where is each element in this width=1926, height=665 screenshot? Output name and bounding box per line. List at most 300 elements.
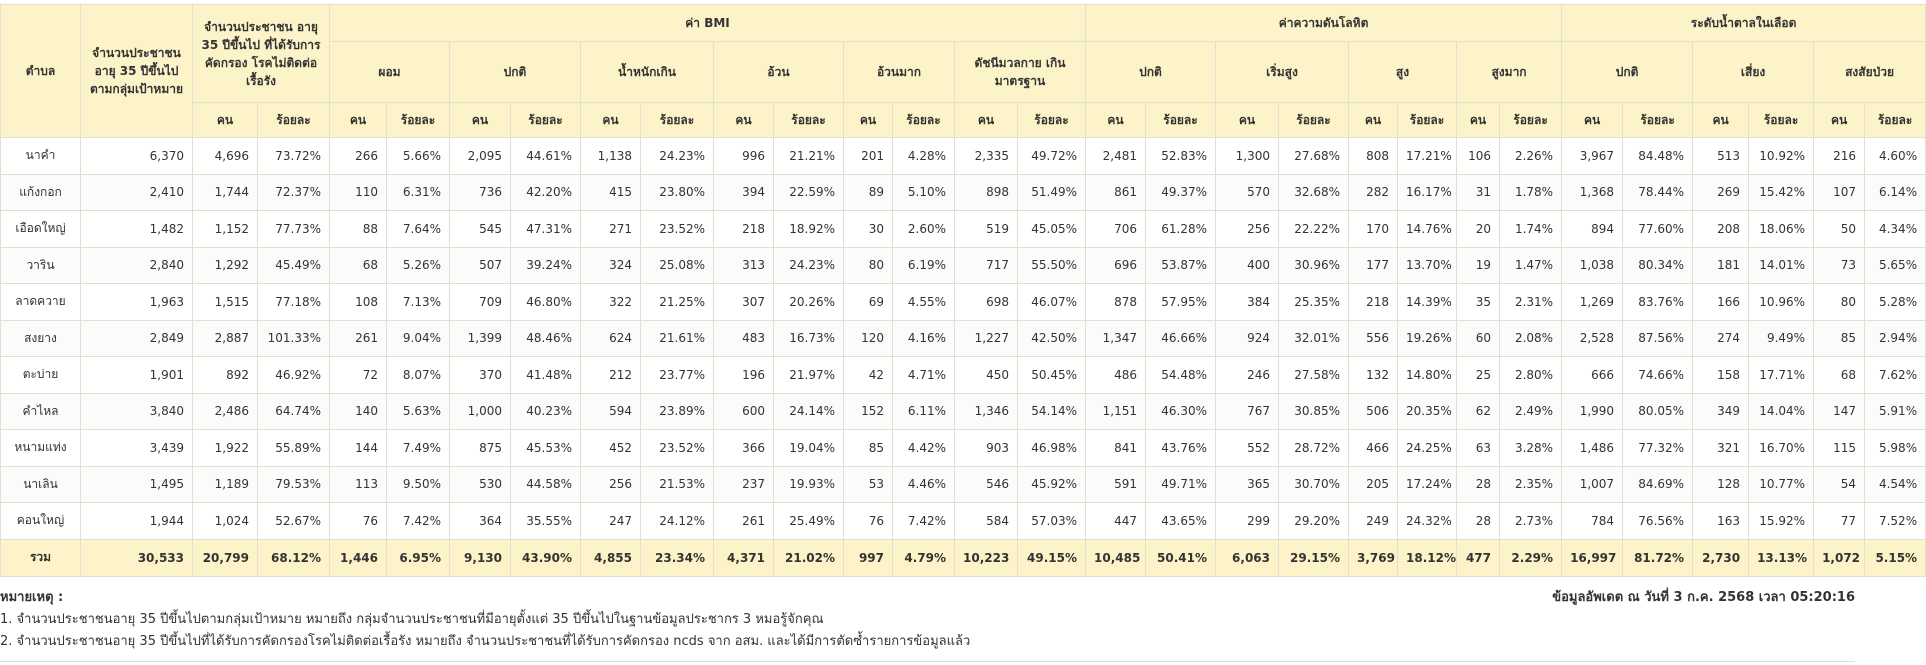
percent-cell: 2.94%	[1865, 320, 1926, 357]
target-population-cell: 1,495	[81, 466, 193, 503]
percent-cell: 50.45%	[1018, 357, 1086, 394]
count-cell: 2,528	[1562, 320, 1623, 357]
target-population-cell: 2,410	[81, 174, 193, 211]
percent-cell: 4.34%	[1865, 211, 1926, 248]
header-bmi-above-standard: ดัชนีมวลกาย เกินมาตรฐาน	[955, 42, 1086, 103]
count-cell: 201	[844, 138, 893, 175]
header-unit-person: คน	[955, 103, 1018, 138]
percent-cell: 54.48%	[1146, 357, 1216, 394]
percent-cell: 4.16%	[893, 320, 955, 357]
last-updated-timestamp: ข้อมูลอัพเดต ณ วันที่ 3 ก.ค. 2568 เวลา 05:20:16	[1552, 590, 1855, 605]
count-cell: 1,024	[193, 503, 258, 540]
count-cell: 28	[1457, 503, 1500, 540]
count-cell: 237	[714, 466, 774, 503]
table-row	[1, 393, 1926, 430]
count-cell: 128	[1693, 466, 1749, 503]
count-cell: 62	[1457, 393, 1500, 430]
tambon-name: คอนใหญ่	[1, 503, 81, 540]
tambon-name: รวม	[1, 539, 81, 576]
percent-cell: 4.28%	[893, 138, 955, 175]
percent-cell: 2.08%	[1500, 320, 1562, 357]
count-cell: 584	[955, 503, 1018, 540]
count-cell: 1,007	[1562, 466, 1623, 503]
count-cell: 80	[1814, 284, 1865, 321]
header-unit-percent: ร้อยละ	[1018, 103, 1086, 138]
count-cell: 4,855	[581, 539, 641, 576]
header-unit-person: คน	[714, 103, 774, 138]
count-cell: 63	[1457, 430, 1500, 467]
percent-cell: 46.07%	[1018, 284, 1086, 321]
percent-cell: 5.63%	[387, 393, 450, 430]
table-row	[1, 284, 1926, 321]
count-cell: 861	[1086, 174, 1146, 211]
tambon-name: นาเลิน	[1, 466, 81, 503]
count-cell: 76	[844, 503, 893, 540]
count-cell: 364	[450, 503, 511, 540]
percent-cell: 48.46%	[511, 320, 581, 357]
ncd-screening-table	[0, 4, 1926, 577]
count-cell: 6,063	[1216, 539, 1279, 576]
count-cell: 163	[1693, 503, 1749, 540]
total-row	[1, 539, 1926, 576]
header-unit-person: คน	[1349, 103, 1398, 138]
header-bmi-obese: อ้วน	[714, 42, 844, 103]
percent-cell: 23.52%	[641, 211, 714, 248]
percent-cell: 6.19%	[893, 247, 955, 284]
header-unit-person: คน	[581, 103, 641, 138]
count-cell: 1,269	[1562, 284, 1623, 321]
count-cell: 450	[955, 357, 1018, 394]
count-cell: 16,997	[1562, 539, 1623, 576]
count-cell: 666	[1562, 357, 1623, 394]
table-row	[1, 211, 1926, 248]
count-cell: 1,072	[1814, 539, 1865, 576]
percent-cell: 20.26%	[774, 284, 844, 321]
count-cell: 261	[330, 320, 387, 357]
percent-cell: 20.35%	[1398, 393, 1457, 430]
count-cell: 736	[450, 174, 511, 211]
count-cell: 77	[1814, 503, 1865, 540]
count-cell: 415	[581, 174, 641, 211]
percent-cell: 15.42%	[1749, 174, 1814, 211]
percent-cell: 44.61%	[511, 138, 581, 175]
count-cell: 9,130	[450, 539, 511, 576]
percent-cell: 77.73%	[258, 211, 330, 248]
percent-cell: 46.66%	[1146, 320, 1216, 357]
percent-cell: 49.15%	[1018, 539, 1086, 576]
tambon-name: คำไหล	[1, 393, 81, 430]
count-cell: 2,335	[955, 138, 1018, 175]
count-cell: 1,292	[193, 247, 258, 284]
percent-cell: 46.80%	[511, 284, 581, 321]
percent-cell: 5.98%	[1865, 430, 1926, 467]
percent-cell: 52.83%	[1146, 138, 1216, 175]
count-cell: 282	[1349, 174, 1398, 211]
count-cell: 709	[450, 284, 511, 321]
bottom-divider	[0, 661, 1855, 662]
percent-cell: 49.72%	[1018, 138, 1086, 175]
percent-cell: 30.96%	[1279, 247, 1349, 284]
count-cell: 365	[1216, 466, 1279, 503]
percent-cell: 9.49%	[1749, 320, 1814, 357]
percent-cell: 77.32%	[1623, 430, 1693, 467]
percent-cell: 25.08%	[641, 247, 714, 284]
table-row	[1, 174, 1926, 211]
percent-cell: 79.53%	[258, 466, 330, 503]
percent-cell: 42.50%	[1018, 320, 1086, 357]
count-cell: 519	[955, 211, 1018, 248]
percent-cell: 29.15%	[1279, 539, 1349, 576]
percent-cell: 19.93%	[774, 466, 844, 503]
header-target-population: จำนวนประชาชน อายุ 35 ปีขึ้นไป ตามกลุ่มเป้าหมาย	[81, 5, 193, 138]
percent-cell: 30.85%	[1279, 393, 1349, 430]
table-header	[1, 5, 1926, 138]
target-population-cell: 1,963	[81, 284, 193, 321]
count-cell: 894	[1562, 211, 1623, 248]
count-cell: 2,481	[1086, 138, 1146, 175]
count-cell: 784	[1562, 503, 1623, 540]
count-cell: 140	[330, 393, 387, 430]
percent-cell: 27.58%	[1279, 357, 1349, 394]
count-cell: 706	[1086, 211, 1146, 248]
header-bp-starting-high: เริ่มสูง	[1216, 42, 1349, 103]
percent-cell: 45.49%	[258, 247, 330, 284]
percent-cell: 17.24%	[1398, 466, 1457, 503]
header-unit-person: คน	[450, 103, 511, 138]
percent-cell: 2.29%	[1500, 539, 1562, 576]
table-row	[1, 247, 1926, 284]
percent-cell: 7.52%	[1865, 503, 1926, 540]
count-cell: 530	[450, 466, 511, 503]
count-cell: 68	[330, 247, 387, 284]
count-cell: 218	[1349, 284, 1398, 321]
percent-cell: 64.74%	[258, 393, 330, 430]
percent-cell: 24.25%	[1398, 430, 1457, 467]
header-tambon: ตำบล	[1, 5, 81, 138]
percent-cell: 23.34%	[641, 539, 714, 576]
target-population-cell: 1,901	[81, 357, 193, 394]
count-cell: 4,696	[193, 138, 258, 175]
percent-cell: 30.70%	[1279, 466, 1349, 503]
count-cell: 120	[844, 320, 893, 357]
count-cell: 1,346	[955, 393, 1018, 430]
percent-cell: 74.66%	[1623, 357, 1693, 394]
tambon-name: นาคำ	[1, 138, 81, 175]
count-cell: 1,000	[450, 393, 511, 430]
count-cell: 322	[581, 284, 641, 321]
percent-cell: 32.68%	[1279, 174, 1349, 211]
percent-cell: 24.32%	[1398, 503, 1457, 540]
percent-cell: 21.53%	[641, 466, 714, 503]
percent-cell: 2.31%	[1500, 284, 1562, 321]
header-unit-person: คน	[1814, 103, 1865, 138]
header-unit-percent: ร้อยละ	[1623, 103, 1693, 138]
percent-cell: 54.14%	[1018, 393, 1086, 430]
header-unit-person: คน	[193, 103, 258, 138]
percent-cell: 43.65%	[1146, 503, 1216, 540]
percent-cell: 23.80%	[641, 174, 714, 211]
percent-cell: 14.76%	[1398, 211, 1457, 248]
percent-cell: 24.23%	[774, 247, 844, 284]
count-cell: 486	[1086, 357, 1146, 394]
percent-cell: 77.60%	[1623, 211, 1693, 248]
percent-cell: 15.92%	[1749, 503, 1814, 540]
report-container	[0, 4, 1918, 577]
table-row	[1, 357, 1926, 394]
percent-cell: 53.87%	[1146, 247, 1216, 284]
count-cell: 115	[1814, 430, 1865, 467]
percent-cell: 19.04%	[774, 430, 844, 467]
percent-cell: 8.07%	[387, 357, 450, 394]
count-cell: 696	[1086, 247, 1146, 284]
percent-cell: 2.35%	[1500, 466, 1562, 503]
tambon-name: เอือดใหญ่	[1, 211, 81, 248]
percent-cell: 1.74%	[1500, 211, 1562, 248]
percent-cell: 27.68%	[1279, 138, 1349, 175]
percent-cell: 21.25%	[641, 284, 714, 321]
count-cell: 76	[330, 503, 387, 540]
percent-cell: 4.42%	[893, 430, 955, 467]
count-cell: 1,151	[1086, 393, 1146, 430]
count-cell: 324	[581, 247, 641, 284]
target-population-cell: 1,482	[81, 211, 193, 248]
percent-cell: 23.52%	[641, 430, 714, 467]
count-cell: 875	[450, 430, 511, 467]
count-cell: 1,300	[1216, 138, 1279, 175]
percent-cell: 17.21%	[1398, 138, 1457, 175]
percent-cell: 14.80%	[1398, 357, 1457, 394]
count-cell: 1,990	[1562, 393, 1623, 430]
count-cell: 903	[955, 430, 1018, 467]
header-bp-very-high: สูงมาก	[1457, 42, 1562, 103]
header-bmi-overweight: น้ำหนักเกิน	[581, 42, 714, 103]
count-cell: 3,967	[1562, 138, 1623, 175]
target-population-cell: 2,840	[81, 247, 193, 284]
percent-cell: 5.26%	[387, 247, 450, 284]
count-cell: 256	[1216, 211, 1279, 248]
percent-cell: 4.60%	[1865, 138, 1926, 175]
percent-cell: 44.58%	[511, 466, 581, 503]
count-cell: 10,485	[1086, 539, 1146, 576]
count-cell: 72	[330, 357, 387, 394]
count-cell: 256	[581, 466, 641, 503]
header-sugar-risk: เสี่ยง	[1693, 42, 1814, 103]
percent-cell: 80.34%	[1623, 247, 1693, 284]
percent-cell: 84.69%	[1623, 466, 1693, 503]
table-row	[1, 503, 1926, 540]
count-cell: 546	[955, 466, 1018, 503]
count-cell: 113	[330, 466, 387, 503]
percent-cell: 5.65%	[1865, 247, 1926, 284]
tambon-name: วาริน	[1, 247, 81, 284]
percent-cell: 87.56%	[1623, 320, 1693, 357]
percent-cell: 43.90%	[511, 539, 581, 576]
percent-cell: 46.98%	[1018, 430, 1086, 467]
percent-cell: 24.23%	[641, 138, 714, 175]
percent-cell: 2.80%	[1500, 357, 1562, 394]
count-cell: 106	[1457, 138, 1500, 175]
percent-cell: 80.05%	[1623, 393, 1693, 430]
percent-cell: 57.03%	[1018, 503, 1086, 540]
count-cell: 85	[1814, 320, 1865, 357]
header-group-bmi: ค่า BMI	[330, 5, 1086, 42]
percent-cell: 35.55%	[511, 503, 581, 540]
percent-cell: 41.48%	[511, 357, 581, 394]
count-cell: 1,038	[1562, 247, 1623, 284]
percent-cell: 4.55%	[893, 284, 955, 321]
percent-cell: 55.89%	[258, 430, 330, 467]
count-cell: 208	[1693, 211, 1749, 248]
header-unit-percent: ร้อยละ	[641, 103, 714, 138]
percent-cell: 4.71%	[893, 357, 955, 394]
count-cell: 1,399	[450, 320, 511, 357]
count-cell: 85	[844, 430, 893, 467]
tambon-name: แก้งกอก	[1, 174, 81, 211]
percent-cell: 49.37%	[1146, 174, 1216, 211]
count-cell: 152	[844, 393, 893, 430]
percent-cell: 52.67%	[258, 503, 330, 540]
count-cell: 1,744	[193, 174, 258, 211]
header-unit-person: คน	[1693, 103, 1749, 138]
header-bmi-normal: ปกติ	[450, 42, 581, 103]
count-cell: 54	[1814, 466, 1865, 503]
count-cell: 20,799	[193, 539, 258, 576]
percent-cell: 76.56%	[1623, 503, 1693, 540]
percent-cell: 7.64%	[387, 211, 450, 248]
percent-cell: 22.59%	[774, 174, 844, 211]
percent-cell: 7.42%	[387, 503, 450, 540]
percent-cell: 5.91%	[1865, 393, 1926, 430]
count-cell: 261	[714, 503, 774, 540]
note-line-1: 1. จำนวนประชาชนอายุ 35 ปีขึ้นไปตามกลุ่มเป้าหมาย หมายถึง กลุ่มจำนวนประชาชนที่มีอายุตั้งแต่ 35 ปีขึ้นไปในฐานข้อมูลประชากร 3 หมอรู้จักคุณ	[0, 612, 824, 627]
percent-cell: 5.66%	[387, 138, 450, 175]
percent-cell: 10.96%	[1749, 284, 1814, 321]
count-cell: 477	[1457, 539, 1500, 576]
percent-cell: 45.53%	[511, 430, 581, 467]
count-cell: 400	[1216, 247, 1279, 284]
percent-cell: 5.10%	[893, 174, 955, 211]
percent-cell: 2.60%	[893, 211, 955, 248]
count-cell: 2,730	[1693, 539, 1749, 576]
count-cell: 1,189	[193, 466, 258, 503]
count-cell: 1,446	[330, 539, 387, 576]
count-cell: 144	[330, 430, 387, 467]
percent-cell: 49.71%	[1146, 466, 1216, 503]
header-unit-percent: ร้อยละ	[1500, 103, 1562, 138]
count-cell: 89	[844, 174, 893, 211]
count-cell: 246	[1216, 357, 1279, 394]
count-cell: 50	[1814, 211, 1865, 248]
tambon-name: สงยาง	[1, 320, 81, 357]
count-cell: 483	[714, 320, 774, 357]
percent-cell: 29.20%	[1279, 503, 1349, 540]
count-cell: 898	[955, 174, 1018, 211]
table-row	[1, 138, 1926, 175]
count-cell: 570	[1216, 174, 1279, 211]
percent-cell: 18.12%	[1398, 539, 1457, 576]
header-unit-percent: ร้อยละ	[1398, 103, 1457, 138]
header-unit-percent: ร้อยละ	[258, 103, 330, 138]
tambon-name: หนามแท่ง	[1, 430, 81, 467]
count-cell: 108	[330, 284, 387, 321]
count-cell: 1,138	[581, 138, 641, 175]
count-cell: 591	[1086, 466, 1146, 503]
count-cell: 1,227	[955, 320, 1018, 357]
count-cell: 1,368	[1562, 174, 1623, 211]
count-cell: 42	[844, 357, 893, 394]
percent-cell: 4.54%	[1865, 466, 1926, 503]
count-cell: 30	[844, 211, 893, 248]
target-population-cell: 1,944	[81, 503, 193, 540]
header-unit-person: คน	[1562, 103, 1623, 138]
percent-cell: 77.18%	[258, 284, 330, 321]
count-cell: 73	[1814, 247, 1865, 284]
header-unit-person: คน	[844, 103, 893, 138]
percent-cell: 9.50%	[387, 466, 450, 503]
count-cell: 31	[1457, 174, 1500, 211]
count-cell: 452	[581, 430, 641, 467]
percent-cell: 6.31%	[387, 174, 450, 211]
count-cell: 394	[714, 174, 774, 211]
count-cell: 892	[193, 357, 258, 394]
percent-cell: 32.01%	[1279, 320, 1349, 357]
percent-cell: 24.12%	[641, 503, 714, 540]
count-cell: 10,223	[955, 539, 1018, 576]
percent-cell: 16.73%	[774, 320, 844, 357]
count-cell: 307	[714, 284, 774, 321]
header-bmi-underweight: ผอม	[330, 42, 450, 103]
tambon-name: ตะบ่าย	[1, 357, 81, 394]
count-cell: 545	[450, 211, 511, 248]
percent-cell: 9.04%	[387, 320, 450, 357]
table-row	[1, 466, 1926, 503]
count-cell: 556	[1349, 320, 1398, 357]
notes-title: หมายเหตุ :	[0, 590, 64, 605]
note-line-2: 2. จำนวนประชาชนอายุ 35 ปีขึ้นไปที่ได้รับการคัดกรองโรคไม่ติดต่อเรื้อรัง หมายถึง จำนวนประชาชนที่ได้รับการคัดกรอง ncds จาก อสม. และได้มีการตัดซ้ำรายการข้อมูลแล้ว	[0, 634, 971, 649]
count-cell: 80	[844, 247, 893, 284]
count-cell: 996	[714, 138, 774, 175]
percent-cell: 24.14%	[774, 393, 844, 430]
percent-cell: 14.04%	[1749, 393, 1814, 430]
target-population-cell: 3,840	[81, 393, 193, 430]
percent-cell: 43.76%	[1146, 430, 1216, 467]
percent-cell: 5.15%	[1865, 539, 1926, 576]
tambon-name: ลาดควาย	[1, 284, 81, 321]
count-cell: 132	[1349, 357, 1398, 394]
count-cell: 271	[581, 211, 641, 248]
count-cell: 107	[1814, 174, 1865, 211]
count-cell: 60	[1457, 320, 1500, 357]
percent-cell: 83.76%	[1623, 284, 1693, 321]
header-unit-percent: ร้อยละ	[1279, 103, 1349, 138]
percent-cell: 7.42%	[893, 503, 955, 540]
percent-cell: 6.14%	[1865, 174, 1926, 211]
target-population-cell: 3,439	[81, 430, 193, 467]
percent-cell: 40.23%	[511, 393, 581, 430]
count-cell: 110	[330, 174, 387, 211]
percent-cell: 18.06%	[1749, 211, 1814, 248]
percent-cell: 42.20%	[511, 174, 581, 211]
percent-cell: 28.72%	[1279, 430, 1349, 467]
count-cell: 2,486	[193, 393, 258, 430]
percent-cell: 46.92%	[258, 357, 330, 394]
percent-cell: 47.31%	[511, 211, 581, 248]
percent-cell: 21.61%	[641, 320, 714, 357]
count-cell: 181	[1693, 247, 1749, 284]
percent-cell: 6.95%	[387, 539, 450, 576]
header-sugar-suspected: สงสัยป่วย	[1814, 42, 1926, 103]
count-cell: 506	[1349, 393, 1398, 430]
